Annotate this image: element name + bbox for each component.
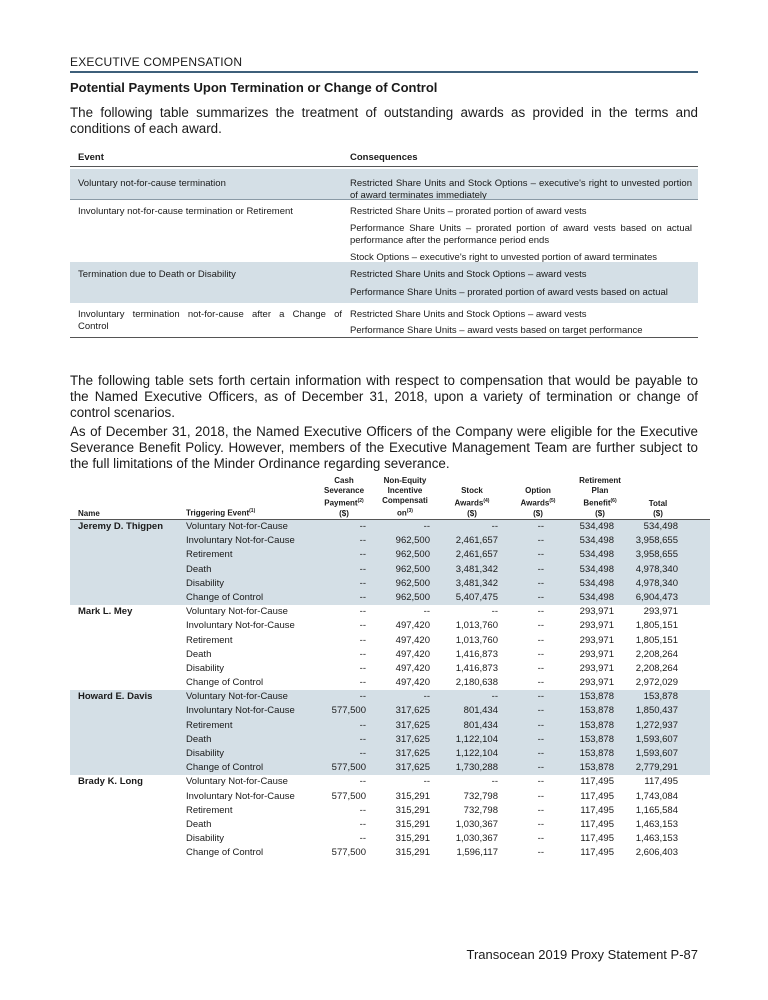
- intro-paragraph: The following table summarizes the treatment of outstanding awards as provided in the terms and conditions of each award.: [70, 105, 698, 136]
- non-equity-cell: 315,291: [395, 818, 430, 830]
- consequence-text: Performance Share Units – prorated portion of award vests based on actual performance after the performance period ends: [350, 223, 692, 246]
- option-awards-cell: --: [537, 748, 544, 759]
- executive-name: Brady K. Long: [78, 776, 143, 788]
- section-header: EXECUTIVE COMPENSATION: [70, 55, 698, 73]
- cash-severance-cell: --: [359, 620, 366, 632]
- stock-awards-cell: 5,407,475: [455, 591, 498, 603]
- table-row: [70, 591, 710, 605]
- option-awards-column-header: Option Awards$^{(5)}$ ($): [520, 486, 556, 518]
- option-awards-cell: --: [537, 719, 544, 731]
- trigger-cell: Retirement: [186, 549, 233, 561]
- total-cell: 1,805,151: [635, 620, 678, 632]
- retirement-cell: 153,878: [579, 762, 614, 774]
- option-awards-cell: --: [537, 549, 544, 561]
- table-row: [70, 676, 710, 690]
- cash-severance-cell: --: [359, 733, 366, 745]
- executive-group: [70, 520, 710, 605]
- trigger-cell: Retirement: [186, 634, 233, 646]
- consequence-text: Restricted Share Units and Stock Options – award vests: [350, 269, 587, 280]
- cash-severance-cell: --: [359, 804, 366, 816]
- consequence-text: Stock Options – executive's right to unvested portion of award terminates: [350, 252, 658, 262]
- cash-severance-cell: 577,500: [331, 790, 366, 802]
- trigger-cell: Voluntary Not-for-Cause: [186, 521, 288, 532]
- stock-awards-cell: --: [491, 691, 498, 703]
- stock-awards-cell: 1,013,760: [455, 634, 498, 646]
- name-column-header: Name: [78, 509, 100, 518]
- consequence-text: Performance Share Units – award vests based on target performance: [350, 325, 643, 336]
- total-cell: 1,165,584: [635, 804, 678, 816]
- event-cell: Termination due to Death or Disability: [78, 269, 236, 280]
- option-awards-cell: --: [537, 662, 544, 674]
- retirement-cell: 293,971: [579, 606, 614, 618]
- consequences-column-header: Consequences: [350, 152, 418, 163]
- cash-severance-cell: --: [359, 549, 366, 561]
- non-equity-cell: 315,291: [395, 833, 430, 845]
- executive-name: Jeremy D. Thigpen: [78, 521, 163, 532]
- trigger-cell: Voluntary Not-for-Cause: [186, 606, 288, 618]
- executive-group: [70, 690, 710, 775]
- total-cell: 1,463,153: [635, 818, 678, 830]
- non-equity-cell: 962,500: [395, 577, 430, 589]
- trigger-cell: Retirement: [186, 804, 233, 816]
- total-cell: 293,971: [643, 606, 678, 618]
- cash-severance-cell: --: [359, 535, 366, 547]
- total-cell: 153,878: [643, 691, 678, 703]
- table-row: [70, 846, 710, 860]
- table-row: [70, 733, 710, 747]
- total-cell: 1,743,084: [635, 790, 678, 802]
- total-cell: 117,495: [644, 776, 678, 788]
- non-equity-cell: 317,625: [395, 748, 430, 759]
- table-row: [70, 662, 710, 676]
- total-cell: 1,593,607: [635, 748, 678, 759]
- table-row: [70, 563, 710, 577]
- table-row: [70, 577, 710, 591]
- table-row: [70, 704, 710, 718]
- cash-severance-cell: --: [359, 521, 366, 532]
- table-row: [70, 605, 710, 619]
- stock-awards-cell: 1,596,117: [456, 847, 498, 859]
- cash-severance-cell: 577,500: [331, 762, 366, 774]
- cash-severance-cell: --: [359, 833, 366, 845]
- retirement-cell: 293,971: [579, 677, 614, 689]
- table-row: [70, 790, 710, 804]
- stock-awards-cell: 1,730,288: [455, 762, 498, 774]
- retirement-cell: 534,498: [579, 549, 614, 561]
- trigger-cell: Change of Control: [186, 677, 264, 689]
- option-awards-cell: --: [537, 762, 544, 774]
- cash-severance-cell: --: [359, 662, 366, 674]
- cash-severance-cell: --: [359, 591, 366, 603]
- severance-paragraph: As of December 31, 2018, the Named Executive Officers of the Company were eligible for the Executive Severance Benefit Policy. However, members of the Executive Management Team are further subject to the full limitations of the Minder Ordinance regarding severance.: [70, 424, 698, 471]
- retirement-column-header: Retirement Plan Benefit$^{(6)}$ ($): [579, 476, 621, 518]
- option-awards-cell: --: [537, 563, 544, 575]
- table-row: [70, 534, 710, 548]
- cash-severance-cell: --: [359, 677, 366, 689]
- trigger-column-header: Triggering Event$^{(1)}$: [186, 508, 256, 518]
- non-equity-cell: 962,500: [395, 549, 430, 561]
- retirement-cell: 153,878: [579, 691, 614, 703]
- stock-awards-column-header: Stock Awards$^{(4)}$ ($): [454, 486, 490, 518]
- events-table: [70, 152, 698, 338]
- total-cell: 1,272,937: [635, 719, 678, 731]
- retirement-cell: 117,495: [580, 790, 614, 802]
- table-row: [70, 761, 710, 775]
- trigger-cell: Death: [186, 733, 212, 745]
- retirement-cell: 534,498: [579, 577, 614, 589]
- consequence-text: Performance Share Units – prorated portion of award vests based on actual: [350, 287, 668, 298]
- retirement-cell: 117,495: [580, 847, 614, 859]
- option-awards-cell: --: [537, 818, 544, 830]
- page-title: Potential Payments Upon Termination or Change of Control: [70, 80, 438, 95]
- option-awards-cell: --: [537, 847, 544, 859]
- total-cell: 3,958,655: [635, 549, 678, 561]
- option-awards-cell: --: [537, 648, 544, 660]
- option-awards-cell: --: [537, 620, 544, 632]
- trigger-cell: Retirement: [186, 719, 233, 731]
- retirement-cell: 153,878: [579, 705, 614, 717]
- retirement-cell: 534,498: [579, 535, 614, 547]
- stock-awards-cell: 2,461,657: [455, 535, 498, 547]
- option-awards-cell: --: [537, 804, 544, 816]
- stock-awards-cell: 1,030,367: [455, 818, 498, 830]
- cash-severance-cell: 577,500: [331, 705, 366, 717]
- retirement-cell: 534,498: [579, 591, 614, 603]
- cash-severance-cell: --: [359, 818, 366, 830]
- non-equity-cell: 315,291: [395, 804, 430, 816]
- total-cell: 2,208,264: [635, 662, 678, 674]
- stock-awards-cell: 801,434: [463, 705, 498, 717]
- table-row: [70, 619, 710, 633]
- table-row: [70, 747, 710, 761]
- table-row: [70, 832, 710, 846]
- consequence-text: Restricted Share Units and Stock Options – executive's right to unvested portion of award terminates immediately: [350, 178, 692, 200]
- total-cell: 1,463,153: [635, 833, 678, 845]
- stock-awards-cell: --: [491, 521, 498, 532]
- option-awards-cell: --: [537, 833, 544, 845]
- trigger-cell: Death: [186, 648, 212, 660]
- option-awards-cell: --: [537, 776, 544, 788]
- cash-severance-cell: --: [359, 719, 366, 731]
- total-cell: 1,850,437: [635, 705, 678, 717]
- non-equity-cell: 497,420: [395, 648, 430, 660]
- option-awards-cell: --: [537, 733, 544, 745]
- option-awards-cell: --: [537, 591, 544, 603]
- trigger-cell: Disability: [186, 833, 225, 845]
- option-awards-cell: --: [537, 606, 544, 618]
- events-table-row: [70, 262, 698, 303]
- total-cell: 3,958,655: [635, 535, 678, 547]
- stock-awards-cell: 1,013,760: [455, 620, 498, 632]
- cash-severance-cell: --: [359, 563, 366, 575]
- retirement-cell: 117,495: [580, 833, 614, 845]
- non-equity-cell: 497,420: [395, 677, 430, 689]
- stock-awards-cell: 1,122,104: [455, 733, 498, 745]
- trigger-cell: Disability: [186, 662, 225, 674]
- non-equity-cell: 962,500: [395, 535, 430, 547]
- stock-awards-cell: 801,434: [463, 719, 498, 731]
- non-equity-cell: 962,500: [395, 591, 430, 603]
- total-cell: 2,972,029: [635, 677, 678, 689]
- option-awards-cell: --: [537, 535, 544, 547]
- table-row: [70, 719, 710, 733]
- table-row: [70, 520, 710, 534]
- events-table-row: [70, 200, 698, 262]
- total-column-header: Total ($): [648, 499, 668, 518]
- option-awards-cell: --: [537, 677, 544, 689]
- non-equity-cell: 497,420: [395, 620, 430, 632]
- non-equity-cell: 317,625: [395, 762, 430, 774]
- trigger-cell: Involuntary Not-for-Cause: [186, 535, 295, 547]
- events-table-header: [70, 152, 698, 167]
- option-awards-cell: --: [537, 691, 544, 703]
- stock-awards-cell: 3,481,342: [455, 563, 498, 575]
- retirement-cell: 534,498: [579, 563, 614, 575]
- event-column-header: Event: [78, 152, 104, 163]
- trigger-cell: Disability: [186, 577, 225, 589]
- total-cell: 1,805,151: [635, 634, 678, 646]
- event-cell: Involuntary termination not-for-cause after a Change of Control: [78, 309, 342, 332]
- cash-severance-cell: --: [359, 776, 366, 788]
- retirement-cell: 293,971: [579, 662, 614, 674]
- stock-awards-cell: 1,416,873: [455, 662, 498, 674]
- non-equity-cell: --: [423, 691, 430, 703]
- retirement-cell: 153,878: [579, 733, 614, 745]
- executive-group: [70, 605, 710, 690]
- stock-awards-cell: 1,416,873: [455, 648, 498, 660]
- non-equity-cell: 317,625: [395, 719, 430, 731]
- trigger-cell: Change of Control: [186, 762, 264, 774]
- option-awards-cell: --: [537, 634, 544, 646]
- retirement-cell: 534,498: [579, 521, 614, 532]
- trigger-cell: Involuntary Not-for-Cause: [186, 705, 295, 717]
- option-awards-cell: --: [537, 705, 544, 717]
- table-row: [70, 634, 710, 648]
- retirement-cell: 293,971: [579, 648, 614, 660]
- non-equity-cell: --: [423, 776, 430, 788]
- trigger-cell: Death: [186, 563, 212, 575]
- non-equity-cell: --: [423, 606, 430, 618]
- retirement-cell: 117,495: [580, 818, 614, 830]
- non-equity-cell: 962,500: [395, 563, 430, 575]
- stock-awards-cell: 3,481,342: [455, 577, 498, 589]
- cash-severance-cell: --: [359, 606, 366, 618]
- total-cell: 2,208,264: [635, 648, 678, 660]
- table-row: [70, 818, 710, 832]
- option-awards-cell: --: [537, 521, 544, 532]
- cash-severance-cell: 577,500: [331, 847, 366, 859]
- retirement-cell: 153,878: [579, 719, 614, 731]
- option-awards-cell: --: [537, 577, 544, 589]
- total-cell: 6,904,473: [635, 591, 678, 603]
- trigger-cell: Voluntary Not-for-Cause: [186, 776, 288, 788]
- page-footer: Transocean 2019 Proxy Statement P-87: [466, 947, 698, 962]
- table-row: [70, 804, 710, 818]
- cash-severance-cell: --: [359, 748, 366, 759]
- table-row: [70, 648, 710, 662]
- stock-awards-cell: 2,461,657: [455, 549, 498, 561]
- cash-severance-cell: --: [359, 648, 366, 660]
- non-equity-column-header: Non-Equity Incentive Compensati $on^{(3)}$: [382, 476, 428, 518]
- retirement-cell: 117,495: [580, 804, 614, 816]
- option-awards-cell: --: [537, 790, 544, 802]
- stock-awards-cell: 732,798: [463, 790, 498, 802]
- cash-severance-cell: --: [359, 634, 366, 646]
- trigger-cell: Change of Control: [186, 847, 264, 859]
- consequence-text: Restricted Share Units – prorated portion of award vests: [350, 206, 587, 217]
- table-row: [70, 690, 710, 704]
- stock-awards-cell: 1,122,104: [455, 748, 498, 759]
- total-cell: 4,978,340: [635, 563, 678, 575]
- cash-severance-cell: --: [359, 577, 366, 589]
- payments-table-body: [70, 520, 710, 861]
- retirement-cell: 293,971: [579, 620, 614, 632]
- trigger-cell: Involuntary Not-for-Cause: [186, 790, 295, 802]
- stock-awards-cell: 2,180,638: [455, 677, 498, 689]
- events-table-row: [70, 303, 698, 338]
- non-equity-cell: 497,420: [395, 662, 430, 674]
- table-row: [70, 775, 710, 789]
- total-cell: 2,779,291: [635, 762, 678, 774]
- stock-awards-cell: 732,798: [463, 804, 498, 816]
- retirement-cell: 293,971: [579, 634, 614, 646]
- trigger-cell: Change of Control: [186, 591, 264, 603]
- payments-table-header: [70, 476, 710, 520]
- non-equity-cell: 317,625: [395, 705, 430, 717]
- table-row: [70, 548, 710, 562]
- trigger-cell: Voluntary Not-for-Cause: [186, 691, 288, 703]
- stock-awards-cell: 1,030,367: [455, 833, 498, 845]
- event-cell: Involuntary not-for-cause termination or Retirement: [78, 206, 293, 217]
- trigger-cell: Death: [186, 818, 212, 830]
- trigger-cell: Disability: [186, 748, 225, 759]
- stock-awards-cell: --: [491, 606, 498, 618]
- non-equity-cell: --: [423, 521, 430, 532]
- total-cell: 4,978,340: [635, 577, 678, 589]
- cash-severance-cell: --: [359, 691, 366, 703]
- total-cell: 534,498: [643, 521, 678, 532]
- payments-table: [70, 476, 710, 861]
- total-cell: 2,606,403: [635, 847, 678, 859]
- cash-severance-column-header: Cash Severance Payment$^{(2)}$ ($): [323, 476, 365, 518]
- scenario-paragraph: The following table sets forth certain information with respect to compensation that would be payable to the Named Executive Officers, as of December 31, 2018, upon a variety of termination or change of control scenarios.: [70, 373, 698, 420]
- executive-name: Mark L. Mey: [78, 606, 133, 618]
- non-equity-cell: 497,420: [395, 634, 430, 646]
- non-equity-cell: 315,291: [395, 847, 430, 859]
- non-equity-cell: 315,291: [395, 790, 430, 802]
- total-cell: 1,593,607: [635, 733, 678, 745]
- consequence-text: Restricted Share Units and Stock Options – award vests: [350, 309, 587, 320]
- executive-group: [70, 775, 710, 860]
- trigger-cell: Involuntary Not-for-Cause: [186, 620, 295, 632]
- non-equity-cell: 317,625: [395, 733, 430, 745]
- event-cell: Voluntary not-for-cause termination: [78, 178, 226, 189]
- executive-name: Howard E. Davis: [78, 691, 153, 703]
- retirement-cell: 117,495: [580, 776, 614, 788]
- events-table-row: [70, 169, 698, 200]
- retirement-cell: 153,878: [579, 748, 614, 759]
- stock-awards-cell: --: [491, 776, 498, 788]
